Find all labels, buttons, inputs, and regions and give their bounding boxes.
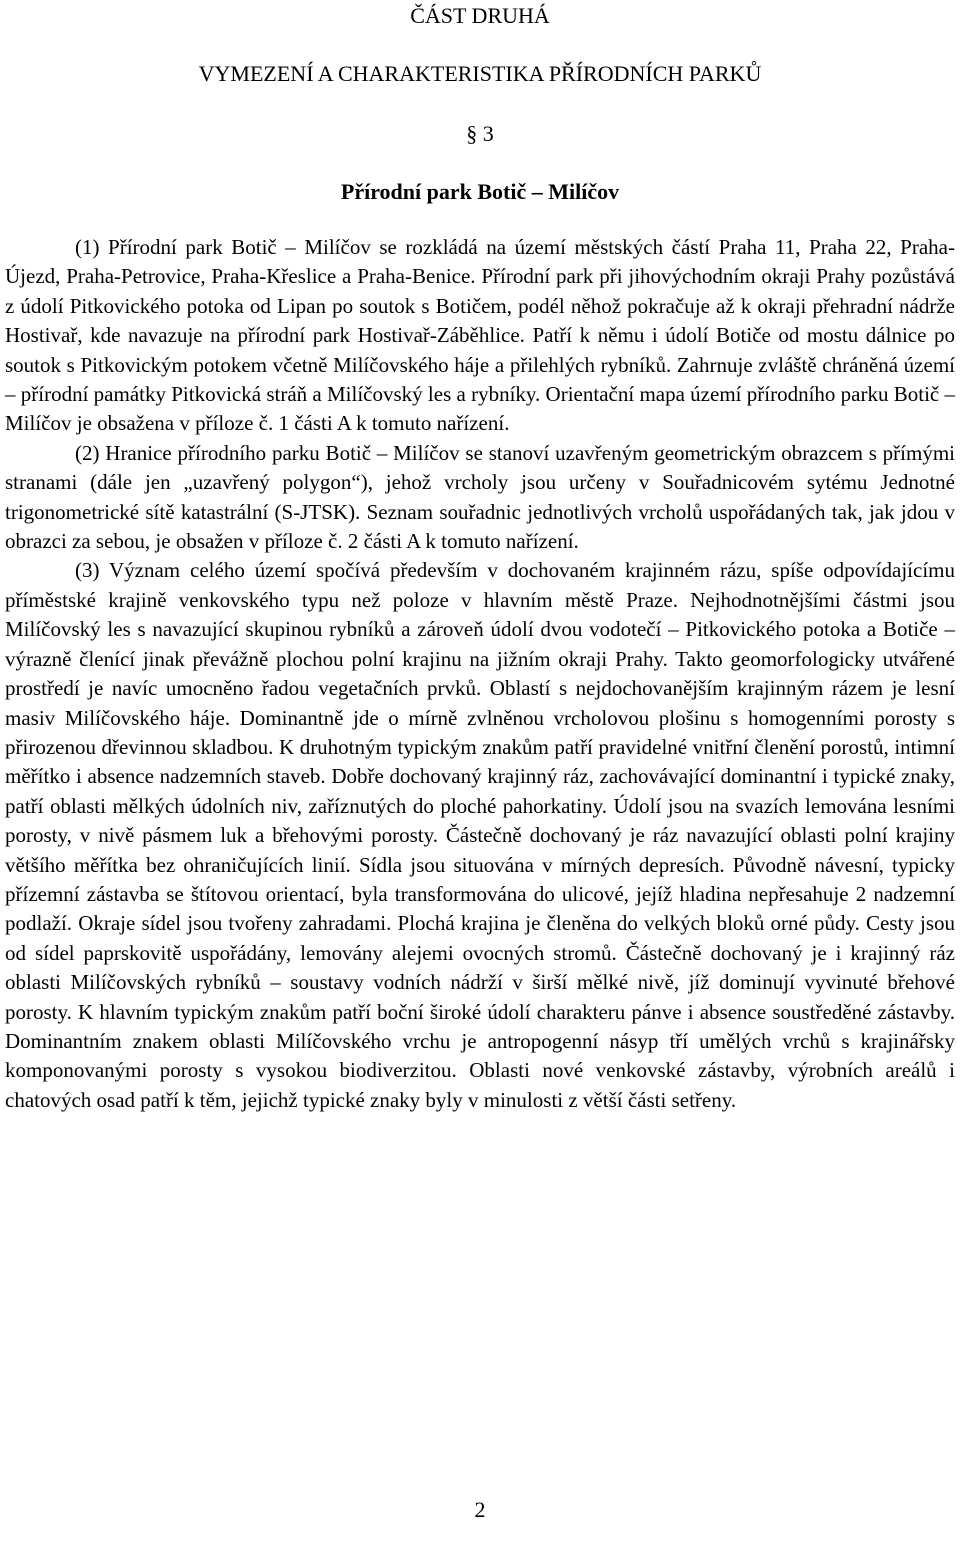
part-subtitle: VYMEZENÍ A CHARAKTERISTIKA PŘÍRODNÍCH PARKŮ (198, 61, 762, 86)
section-number: § 3 (466, 121, 494, 146)
paragraph-1: (1) Přírodní park Botič – Milíčov se rozkládá na území městských částí Praha 11, Praha 22, Praha-Újezd, Praha-Petrovice, Praha-Křeslice a Praha-Benice. Přírodní park při jihovýchodním okraji Prahy pozůstává z údolí Pitkovického potoka od Lipan po soutok s Botičem, podél něhož pokračuje až k okraji přehradní nádrže Hostivař, kde navazuje na přírodní park Hostivař-Záběhlice. Patří k němu i údolí Botiče od mostu dálnice po soutok s Pitkovickým potokem včetně Milíčovského háje a přilehlých rybníků. Zahrnuje zvláště chráněná území – přírodní památky Pitkovická stráň a Milíčovský les a rybníky. Orientační mapa území přírodního parku Botič – Milíčov je obsažena v příloze č. 1 části A k tomuto nařízení. (5, 235, 955, 436)
section-title: Přírodní park Botič – Milíčov (340, 179, 620, 204)
page-number: 2 (474, 1497, 486, 1522)
paragraph-3: (3) Význam celého území spočívá především v dochovaném krajinném rázu, spíše odpovídajícímu příměstské krajině venkovského typu než poloze v hlavním městě Praze. Nejhodnotnějšími částmi jsou Milíčovský les s navazující skupinou rybníků a zároveň údolí dvou vodotečí – Pitkovického potoka a Botiče – výrazně členící jinak převážně plochou polní krajinu na jižním okraji Prahy. Takto geomorfologicky utvářené prostředí je navíc umocněno řadou vegetačních prvků. Oblastí s nejdochovanějším krajinným rázem je lesní masiv Milíčovského háje. Dominantně jde o mírně zvlněnou vrcholovou plošinu s homogenními porosty s přirozenou dřevinnou skladbou. K druhotným typickým znakům patří pravidelné vnitřní členění porostů, intimní měřítko i absence nadzemních staveb. Dobře dochovaný krajinný ráz, zachovávající dominantní i typické znaky, patří oblasti mělkých údolních niv, zaříznutých do ploché pahorkatiny. Údolí jsou na svazích lemována lesními porosty, v nivě pásmem luk a břehovými porosty. Částečně dochovaný je ráz navazující oblasti polní krajiny většího měřítka bez ohraničujících linií. Sídla jsou situována v mírných depresích. Původně návesní, typicky přízemní zástavba se štítovou orientací, byla transformována do ulicové, jejíž hladina nepřesahuje 2 nadzemní podlaží. Okraje sídel jsou tvořeny zahradami. Plochá krajina je členěna do velkých bloků orné půdy. Cesty jsou od sídel paprskovitě uspořádány, lemovány alejemi ovocných stromů. Částečně dochovaný je i krajinný ráz oblasti Milíčovských rybníků – soustavy vodních nádrží v širší mělké nivě, jíž dominují vyvinuté břehové porosty. K hlavním typickým znakům patří boční široké údolí charakteru pánve i absence soustředěné zástavby. Dominantním znakem oblasti Milíčovského vrchu je antropogenní násyp tří umělých vrchů s krajinářsky komponovanými porosty s vysokou biodiverzitou. Oblasti nové venkovské zástavby, výrobních areálů i chatových osad patří k těm, jejichž typické znaky byly v minulosti z větší části setřeny. (5, 558, 955, 1112)
part-title: ČÁST DRUHÁ (410, 3, 550, 28)
body-text (5, 233, 955, 1115)
paragraph-2: (2) Hranice přírodního parku Botič – Milíčov se stanoví uzavřeným geometrickým obrazcem s přímými stranami (dále jen „uzavřený polygon“), jehož vrcholy jsou určeny v Souřadnicovém sytému Jednotné trigonometrické sítě katastrální (S-JTSK). Seznam souřadnic jednotlivých vrcholů uspořádaných tak, jak jdou v obrazci za sebou, je obsažen v příloze č. 2 části A k tomuto nařízení. (5, 440, 955, 554)
